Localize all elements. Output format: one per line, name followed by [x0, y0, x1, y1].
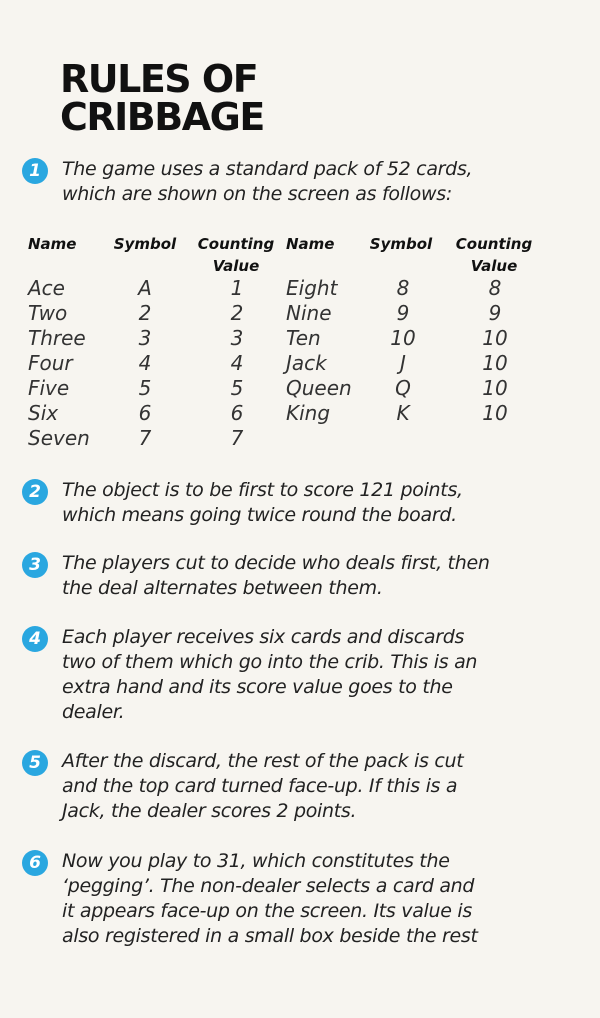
rule-line: and the top card turned face-up. If this is a: [62, 775, 458, 797]
card-value: 10: [482, 326, 508, 350]
rule-text: [62, 625, 582, 725]
header-symbol: Symbol: [113, 235, 177, 253]
card-name: Jack: [286, 351, 327, 375]
rule-number-badge: 2: [22, 479, 48, 505]
rule-line: extra hand and its score value goes to the: [62, 676, 453, 698]
rule-5: [22, 749, 582, 824]
card-value: 5: [230, 376, 244, 400]
card-name: Two: [28, 301, 68, 325]
card-value: 2: [230, 301, 244, 325]
card-name: Four: [28, 351, 73, 375]
rule-1: [22, 157, 582, 207]
card-name: Seven: [28, 426, 90, 450]
rule-line: After the discard, the rest of the pack is cut: [62, 750, 464, 772]
title-line-1: RULES OF: [60, 57, 258, 101]
rule-4: [22, 625, 582, 725]
card-name: Three: [28, 326, 86, 350]
rule-3: [22, 551, 582, 601]
card-value: 8: [488, 276, 502, 300]
card-value: 7: [230, 426, 244, 450]
card-value: 10: [482, 401, 508, 425]
card-value: 1: [230, 276, 244, 300]
rule-line: also registered in a small box beside the rest: [62, 925, 478, 947]
rule-number-badge: 6: [22, 850, 48, 876]
card-name: Nine: [286, 301, 332, 325]
card-symbol: Q: [395, 376, 411, 400]
rule-text: [62, 478, 582, 528]
card-name: Ace: [28, 276, 65, 300]
card-symbol: 10: [390, 326, 416, 350]
header-value: Value: [470, 257, 518, 275]
header-name: Name: [28, 235, 77, 253]
page-title: [60, 57, 264, 139]
rule-line: Each player receives six cards and discards: [62, 626, 465, 648]
title-line-2: CRIBBAGE: [60, 95, 264, 139]
header-counting: Counting: [455, 235, 533, 253]
card-symbol: 7: [138, 426, 152, 450]
rule-number-badge: 1: [22, 158, 48, 184]
card-symbol: 4: [138, 351, 152, 375]
card-value: 9: [488, 301, 502, 325]
card-symbol: J: [400, 351, 406, 375]
rule-line: dealer.: [62, 701, 125, 723]
rule-line: The object is to be first to score 121 points,: [62, 479, 463, 501]
card-symbol: A: [138, 276, 152, 300]
card-symbol: 8: [396, 276, 410, 300]
rule-line: The game uses a standard pack of 52 cards,: [62, 158, 473, 180]
rule-line: Now you play to 31, which constitutes the: [62, 850, 450, 872]
rule-line: Jack, the dealer scores 2 points.: [62, 800, 357, 822]
header-counting: Counting: [197, 235, 275, 253]
card-name: Ten: [286, 326, 321, 350]
rule-number-badge: 5: [22, 750, 48, 776]
rule-line: The players cut to decide who deals first, then: [62, 552, 490, 574]
card-value: 10: [482, 376, 508, 400]
card-symbol: 5: [138, 376, 152, 400]
card-name: Queen: [286, 376, 352, 400]
card-name: Eight: [286, 276, 338, 300]
card-symbol: K: [396, 401, 410, 425]
card-name: Six: [28, 401, 59, 425]
rule-line: the deal alternates between them.: [62, 577, 383, 599]
rule-text: [62, 157, 582, 207]
rule-2: [22, 478, 582, 528]
card-value: 4: [230, 351, 244, 375]
rule-text: [62, 551, 582, 601]
header-name: Name: [286, 235, 335, 253]
rule-line: two of them which go into the crib. This is an: [62, 651, 478, 673]
rule-6: [22, 849, 582, 949]
card-symbol: 2: [138, 301, 152, 325]
header-value: Value: [212, 257, 260, 275]
rule-text: [62, 749, 582, 824]
card-value: 6: [230, 401, 244, 425]
card-name: Five: [28, 376, 70, 400]
card-name: King: [286, 401, 331, 425]
card-value: 3: [230, 326, 244, 350]
card-symbol: 9: [396, 301, 410, 325]
card-symbol: 3: [138, 326, 152, 350]
rule-number-badge: 4: [22, 626, 48, 652]
header-symbol: Symbol: [369, 235, 433, 253]
rule-text: [62, 849, 582, 949]
card-value: 10: [482, 351, 508, 375]
rule-line: which are shown on the screen as follows:: [62, 183, 452, 205]
rule-line: ‘pegging’. The non-dealer selects a card and: [62, 875, 475, 897]
rule-number-badge: 3: [22, 552, 48, 578]
rule-line: which means going twice round the board.: [62, 504, 457, 526]
card-symbol: 6: [138, 401, 152, 425]
rule-line: it appears face-up on the screen. Its value is: [62, 900, 472, 922]
